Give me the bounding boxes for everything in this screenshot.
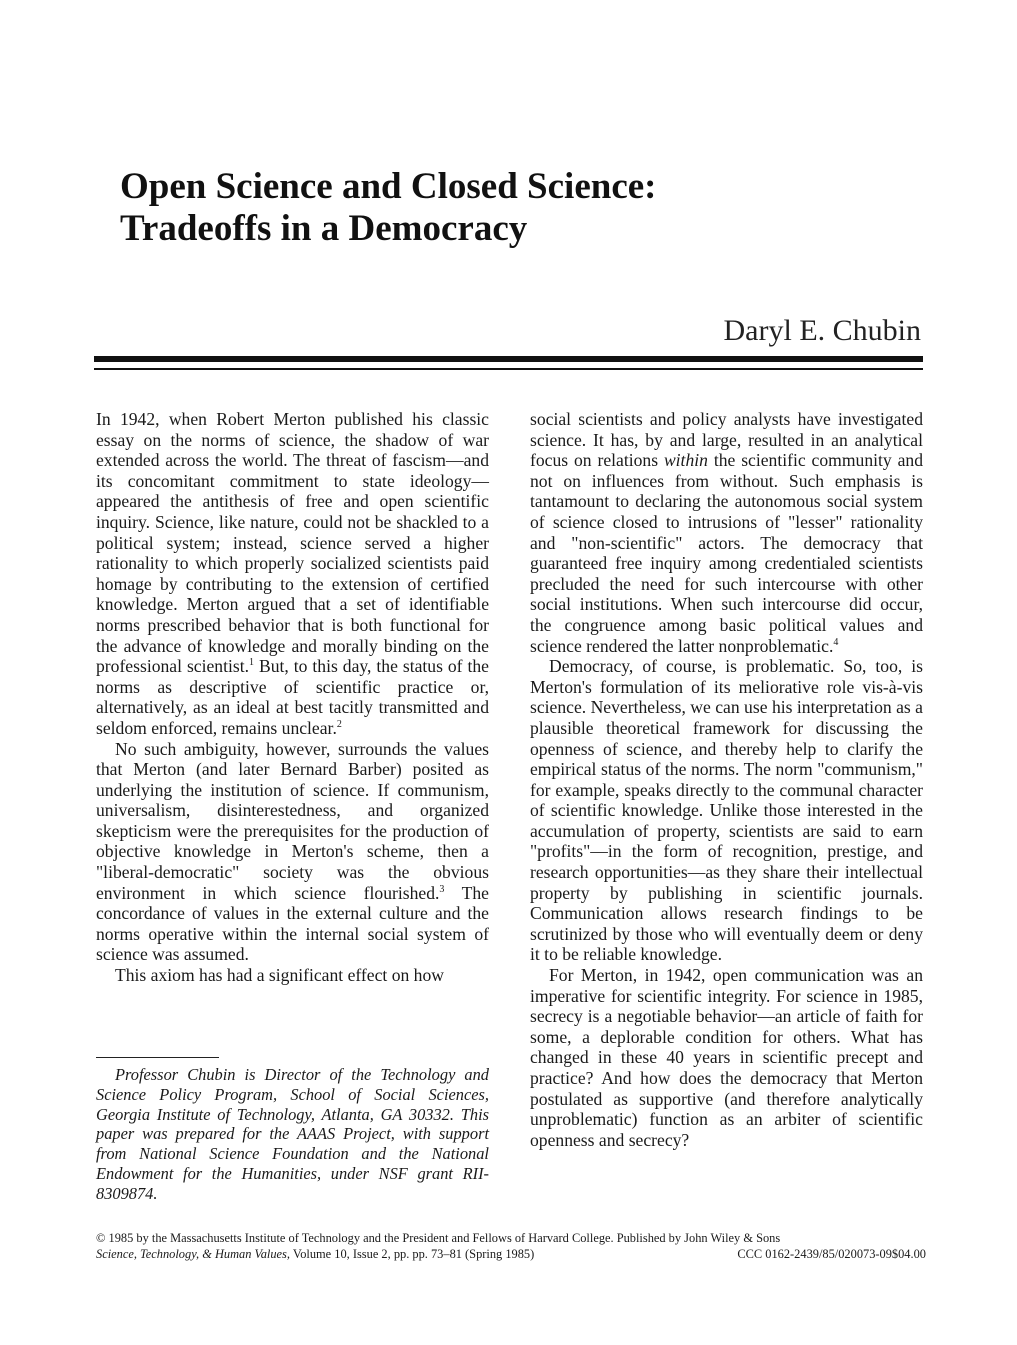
paragraph <box>96 739 489 966</box>
paragraph <box>530 409 923 656</box>
footnote-ref: 3 <box>439 883 445 895</box>
paragraph-text: No such ambiguity, however, surrounds the values that Merton (and later Bernard Barber) posited as underlying the institution of science. If communism, universalism, disinterestedness, and organized skepticism were the prerequisites for the production of objective knowledge in Merton's scheme, then a "liberal-democratic" society was the obvious environment in which science flourished. <box>96 738 489 903</box>
footnote-ref: 2 <box>336 719 342 731</box>
emphasis: within <box>663 450 708 471</box>
paragraph-text: But, to this day, the status of the norms as descriptive of scientific practice or, alternatively, as an ideal at best tacitly transmitted and seldom enforced, remains unclear. <box>96 656 489 738</box>
footnote-ref: 1 <box>249 657 255 669</box>
paragraph-text: social scientists and policy analysts have investigated science. It has, by and large, resulted in an analytical focus on relations <box>530 409 923 471</box>
article-title <box>120 166 920 250</box>
paragraph-text: In 1942, when Robert Merton published his classic essay on the norms of science, the shadow of war extended across the world. The threat of fascism—and its concomitant commitment to state ideology—appeared the antithesis of free and open scientific inquiry. Science, like nature, could not be shackled to a political system; instead, science served a higher rationality to which properly socialized scientists paid homage by contributing to the extension of certified knowledge. Merton argued that a set of identifiable norms prescribed behavior that is both functional for the advance of knowledge and morally binding on the professional scientist. <box>96 409 489 677</box>
right-column <box>530 409 923 1150</box>
copyright-line: © 1985 by the Massachusetts Institute of Technology and the President and Fellows of Harvard College. Published by John Wiley & Sons <box>96 1231 781 1245</box>
header-rule-thick <box>94 356 923 362</box>
paragraph-text: The concordance of values in the external culture and the norms operative within the internal social system of science was assumed. <box>96 882 489 965</box>
journal-info <box>96 1247 534 1262</box>
paragraph <box>96 409 489 739</box>
author-footnote: Professor Chubin is Director of the Technology and Science Policy Program, School of Social Sciences, Georgia Institute of Technology, Atlanta, GA 30332. This paper was prepared for the AAAS Project, with support from National Science Foundation and the National Endowment for the Humanities, under NSF grant RII-8309874. <box>96 1065 489 1203</box>
journal-name: Science, Technology, & Human Values, <box>96 1247 290 1261</box>
header-rule-thin <box>94 368 923 370</box>
paragraph: For Merton, in 1942, open communication was an imperative for scientific integrity. For science in 1985, secrecy is a negotiable behavior—an article of faith for some, a deplorable condition for others. What has changed in these 40 years in scientific precept and practice? And how does the democracy that Merton postulated as supportive (and therefore analytically unproblematic) function as an arbiter of scientific openness and secrecy? <box>530 965 923 1150</box>
footnote-rule <box>96 1057 219 1058</box>
title-line-1: Open Science and Closed Science: <box>120 166 657 207</box>
paragraph: Democracy, of course, is problematic. So, too, is Merton's formulation of its meliorative role vis-à-vis science. Nevertheless, we can use his interpretation as a plausible theoretical framework for discussing the openness of science, and thereby help to clarify the empirical status of the norms. The norm "communism," for example, speaks directly to the communal character of scientific knowledge. Unlike those interested in the accumulation of property, scientists are said to earn "profits"—in the form of recognition, prestige, and research opportunities—as they share their intellectual property by publishing in scientific journals. Communication allows research findings to be scrutinized by those who will eventually deem or deny it to be reliable knowledge. <box>530 656 923 965</box>
title-line-2: Tradeoffs in a Democracy <box>120 208 528 249</box>
ccc-code: CCC 0162-2439/85/020073-09$04.00 <box>737 1247 926 1261</box>
footnote-ref: 4 <box>833 636 839 648</box>
left-column <box>96 409 489 986</box>
paragraph-text: the scientific community and not on influences from without. Such emphasis is tantamount to declaring the autonomous social system of science closed to intrusions of "lesser" rationality and "non-scientific" actors. The democracy that guaranteed free inquiry among credentialed scientists precluded the need for such intercourse with other social institutions. When such intercourse did occur, the congruence among basic political values and science rendered the latter nonproblematic. <box>530 450 923 656</box>
author-name: Daryl E. Chubin <box>723 314 921 347</box>
journal-details: Volume 10, Issue 2, pp. pp. 73–81 (Spring 1985) <box>289 1247 535 1261</box>
paragraph: This axiom has had a significant effect on how <box>115 965 444 986</box>
journal-citation <box>96 1247 926 1262</box>
